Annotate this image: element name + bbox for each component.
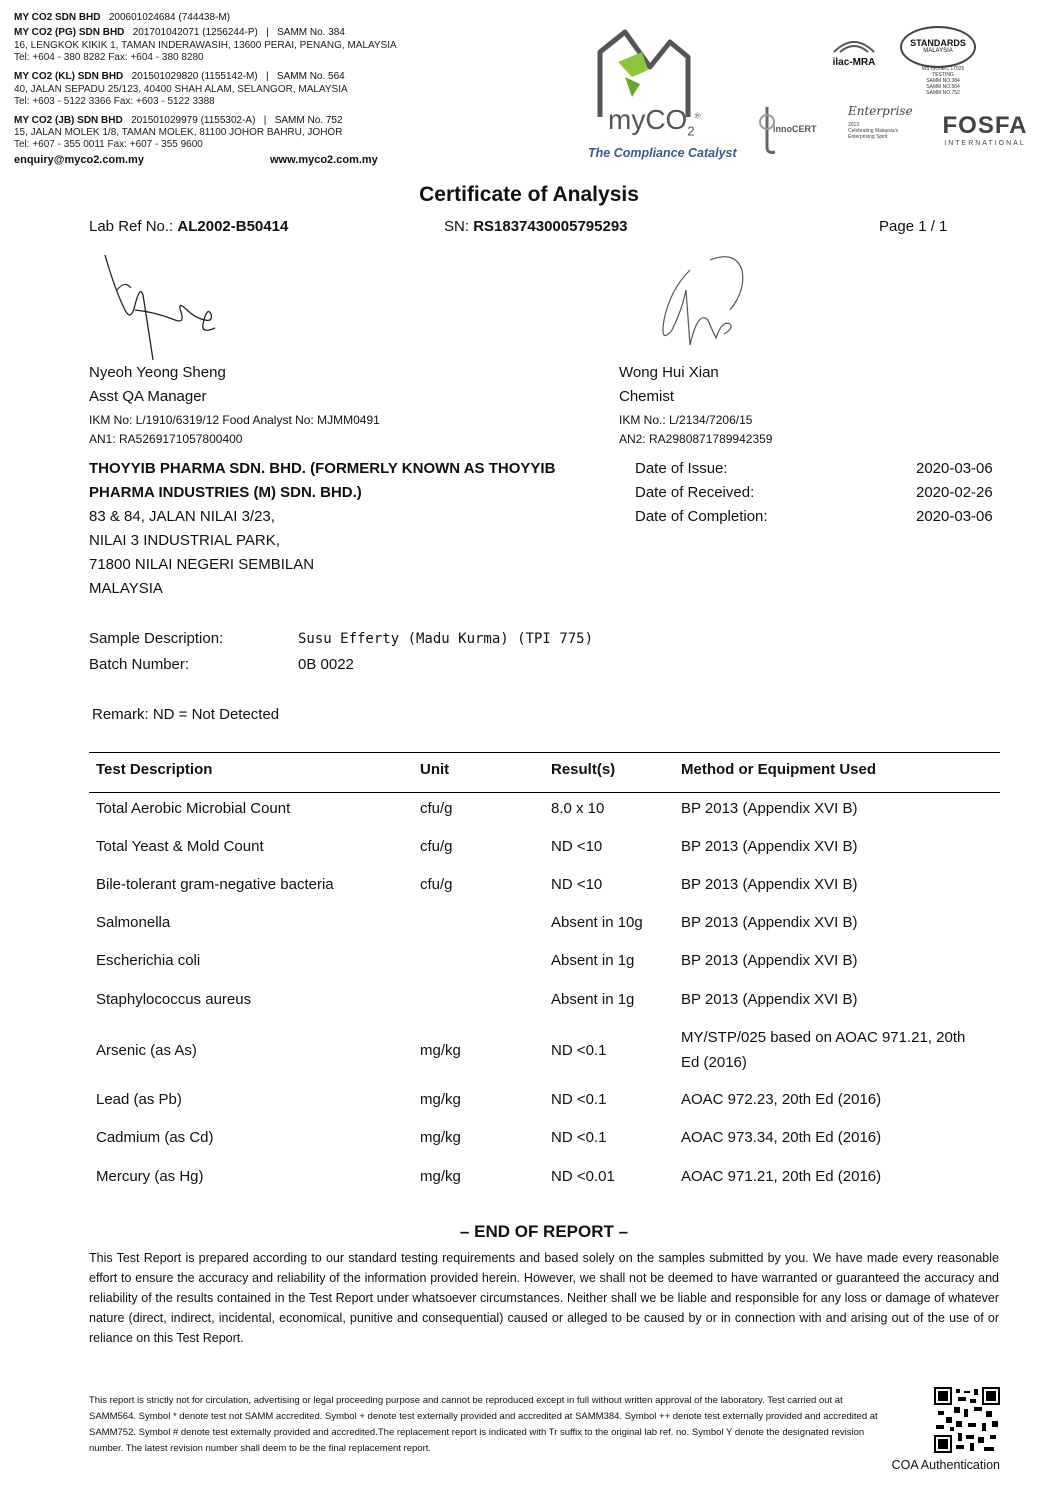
signatory-1-an: AN1: RA5269171057800400 bbox=[89, 432, 243, 446]
signature-2-icon bbox=[650, 250, 760, 360]
lab-ref-value: AL2002-B50414 bbox=[177, 218, 289, 235]
enterprise-badge: Enterprise 2013 Celebrating Malaysia's Enterprising Spirit bbox=[848, 104, 913, 140]
client-name-line-1: THOYYIB PHARMA SDN. BHD. (FORMERLY KNOWN AS THOYYIB bbox=[89, 460, 556, 477]
table-header-rule bbox=[89, 792, 1000, 793]
lab-ref: Lab Ref No.: AL2002-B50414 bbox=[89, 218, 289, 235]
signature-1-icon bbox=[95, 250, 235, 365]
client-address-line: NILAI 3 INDUSTRIAL PARK, bbox=[89, 532, 280, 549]
company-line-2: MY CO2 (PG) SDN BHD 201701042071 (1256244-P) | SAMM No. 384 bbox=[14, 27, 345, 38]
serial-number-value: RS1837430005795293 bbox=[473, 218, 628, 235]
company-name: MY CO2 (JB) SDN BHD bbox=[14, 115, 123, 126]
website-link[interactable]: www.myco2.com.my bbox=[270, 154, 378, 166]
iso-accreditation: MS ISO/IEC 17025 TESTING SAMM NO.384 SAMM NO.564 SAMM NO.752 bbox=[921, 66, 965, 96]
logo-tagline: The Compliance Catalyst bbox=[588, 146, 737, 160]
remark: Remark: ND = Not Detected bbox=[92, 706, 280, 723]
header-unit: Unit bbox=[420, 761, 450, 778]
page-number: Page 1 / 1 bbox=[879, 218, 948, 235]
company-reg: 200601024684 (744438-M) bbox=[108, 12, 231, 23]
document-title: Certificate of Analysis bbox=[419, 183, 639, 206]
qr-code-icon[interactable] bbox=[934, 1387, 1000, 1453]
disclaimer: This Test Report is prepared according to our standard testing requirements and based solely on the samples submitted by you. We have made every reasonable effort to ensure the accuracy and reliability of the information provided herein. However, we shall not be deemed to have warranted or guaranteed the accuracy and reliability of the results contained in the Test Report under whatsoever circumstances. Neither shall we be liable and responsible for any loss or damage of whatever nature (direct, indirect, incidental, economical, punitive and consequential) caused or alleged to be caused by or in connection with and arising out of the use of or reliance on this Test Report. bbox=[89, 1251, 999, 1345]
sample-description-value: Susu Efferty (Madu Kurma) (TPI 775) bbox=[298, 631, 594, 647]
company-line-3: MY CO2 (KL) SDN BHD 201501029820 (1155142-M) | SAMM No. 564 bbox=[14, 71, 345, 82]
company-tel: Tel: +607 - 355 0011 Fax: +607 - 355 9600 bbox=[14, 139, 203, 150]
logo-wordmark: myCO$_2$® bbox=[608, 104, 701, 139]
signatory-2-title: Chemist bbox=[619, 388, 675, 405]
signatory-1-title: Asst QA Manager bbox=[89, 388, 207, 405]
signatory-2-ikm: IKM No.: L/2134/7206/15 bbox=[619, 413, 753, 427]
date-received-label: Date of Received: bbox=[635, 484, 755, 501]
myco2-logo bbox=[570, 22, 760, 172]
client-address-line: 83 & 84, JALAN NILAI 3/23, bbox=[89, 508, 275, 525]
company-address: 40, JALAN SEPADU 25/123, 40400 SHAH ALAM, SELANGOR, MALAYSIA bbox=[14, 84, 348, 95]
company-line-1 bbox=[14, 12, 230, 24]
header-method: Method or Equipment Used bbox=[681, 761, 876, 778]
company-tel: Tel: +603 - 5122 3366 Fax: +603 - 5122 3388 bbox=[14, 96, 215, 107]
signatory-2-name: Wong Hui Xian bbox=[619, 364, 719, 381]
header-test-description: Test Description bbox=[96, 761, 213, 778]
company-samm: SAMM No. 752 bbox=[274, 115, 343, 126]
client-name-line-2: PHARMA INDUSTRIES (M) SDN. BHD.) bbox=[89, 484, 362, 501]
company-address: 15, JALAN MOLEK 1/8, TAMAN MOLEK, 81100 JOHOR BAHRU, JOHOR bbox=[14, 127, 343, 138]
date-issue-value: 2020-03-06 bbox=[916, 460, 993, 477]
client-address-line: MALAYSIA bbox=[89, 580, 163, 597]
batch-number-value: 0B 0022 bbox=[298, 656, 354, 673]
signatory-1-name: Nyeoh Yeong Sheng bbox=[89, 364, 226, 381]
company-name: MY CO2 (PG) SDN BHD bbox=[14, 27, 125, 38]
table-top-rule bbox=[89, 752, 1000, 753]
qr-label: COA Authentication bbox=[891, 1458, 1000, 1472]
date-issue-label: Date of Issue: bbox=[635, 460, 728, 477]
date-completion-value: 2020-03-06 bbox=[916, 508, 993, 525]
batch-number-label: Batch Number: bbox=[89, 656, 190, 673]
fosfa-badge: FOSFA INTERNATIONAL bbox=[942, 112, 1028, 147]
date-received-value: 2020-02-26 bbox=[916, 484, 993, 501]
date-completion-label: Date of Completion: bbox=[635, 508, 768, 525]
header-results: Result(s) bbox=[551, 761, 616, 778]
footnote: This report is strictly not for circulation, advertising or legal proceeding purpose and cannot be reproduced except in full without written approval of the laboratory. Test carried out at SAMM564. Symbol * denote test not SAMM accredited. Symbol + denote test externally provided and accredited at SAMM384. Symbol ++ denote test externally provided and accredited at SAMM752. Symbol # denote test externally provided and accredited.The replacement report is indicated with Tr suffix to the original lab ref. no. Symbol Y denote the designated revision number. The latest revision number shall deem to be the final replacement report. bbox=[89, 1395, 878, 1454]
company-reg: 201501029979 (1155302-A) bbox=[131, 115, 256, 126]
company-address: 16, LENGKOK KIKIK 1, TAMAN INDERAWASIH, 13600 PERAI, PENANG, MALAYSIA bbox=[14, 40, 397, 51]
serial-number: SN: RS1837430005795293 bbox=[444, 218, 628, 235]
company-samm: SAMM No. 564 bbox=[276, 71, 345, 82]
company-name: MY CO2 (KL) SDN BHD bbox=[14, 71, 124, 82]
company-line-4: MY CO2 (JB) SDN BHD 201501029979 (1155302-A) | SAMM No. 752 bbox=[14, 115, 343, 126]
signatory-2-an: AN2: RA2980871789942359 bbox=[619, 432, 773, 446]
company-reg: 201701042071 (1256244-P) bbox=[132, 27, 258, 38]
ilac-badge: ilac-MRA bbox=[830, 38, 878, 68]
company-samm: SAMM No. 384 bbox=[277, 27, 345, 38]
client-address-line: 71800 NILAI NEGERI SEMBILAN bbox=[89, 556, 315, 573]
sample-description-label: Sample Description: bbox=[89, 630, 224, 647]
signatory-1-ikm: IKM No: L/1910/6319/12 Food Analyst No: MJMM0491 bbox=[89, 413, 380, 427]
ilac-arc-icon bbox=[830, 38, 878, 54]
company-tel: Tel: +604 - 380 8282 Fax: +604 - 380 8280 bbox=[14, 52, 204, 63]
company-reg: 201501029820 (1155142-M) bbox=[131, 71, 258, 82]
company-name: MY CO2 SDN BHD bbox=[14, 12, 101, 23]
email-link[interactable]: enquiry@myco2.com.my bbox=[14, 154, 144, 166]
standards-badge: STANDARDS MALAYSIA bbox=[900, 26, 976, 68]
innocert-badge: innoCERT bbox=[755, 102, 835, 157]
end-of-report: – END OF REPORT – bbox=[459, 1222, 629, 1241]
